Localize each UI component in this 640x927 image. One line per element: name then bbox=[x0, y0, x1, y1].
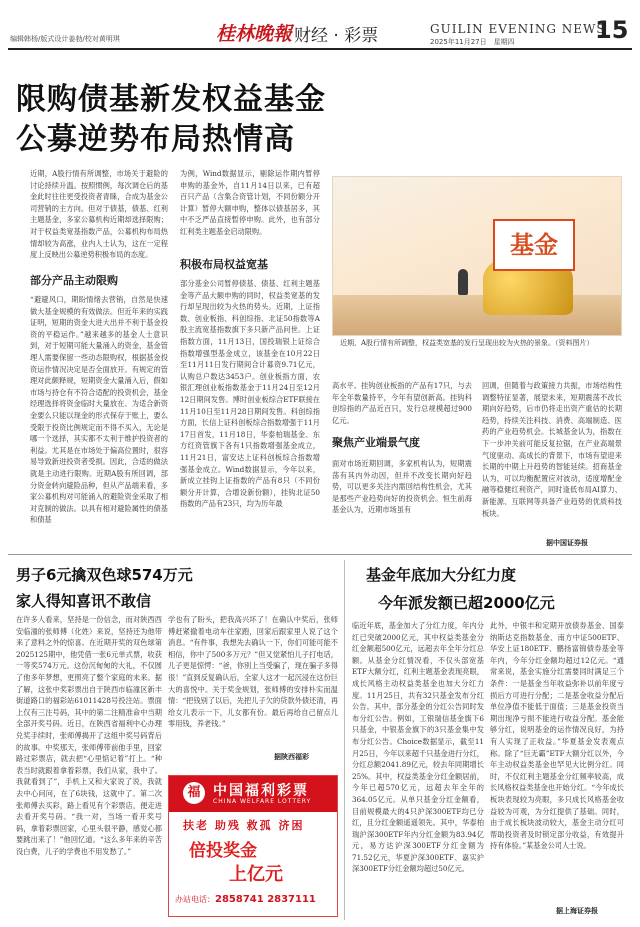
lottery-headline-line1: 男子6元擒双色球574万元 bbox=[16, 566, 193, 584]
ad-hotline-label: 办站电话： bbox=[175, 895, 215, 904]
editor-credits: 编辑韩杨/版式设计姜勃/校对黄明琪 bbox=[10, 35, 120, 43]
fund-col1-body: 临近年底，基金加大了分红力度，年内分红已突破2000亿元，其中权益类基金分红金额超500亿元，远超去年全年分红总额。从基金分红情况看，不仅头部宽基ETF大额分红，红利主题基金表现亮眼，成长风格主动权益类基金也加大分红力度。11月25日，共有32只基金发布分红公告。其中，部分基金的分红公告同时发布分红公告。例如，工银瑞信基金旗下6只基金，中银基金旗下的3只基金集中发布分红公告。Choice数据显示，截至11月25日，今年以来超千只基金进行分红，分红总额2041.89亿元，较去年同期增长25%。其中，权益类基金分红金额居前，今年已超570亿元，远超去年全年的364.05亿元。从单只基金分红金额看，目前规模最大的4只沪深300ETF均已分红，且分红金额遥遥领先。其中，华泰柏瑞沪深300ETF年内分红金额为83.94亿元，易方达沪深300ETF分红金额为71.52亿元，华夏沪深300ETF、嘉实沪深300ETF分红金额均超过50亿元。 bbox=[352, 621, 484, 874]
welfare-lottery-logo-icon: 福 bbox=[183, 782, 205, 804]
main-col2-top: 为例，Wind数据显示，剔除运作期内暂停申购的基金外，自11月14日以来，已有超百只产品（含集合资管计划，不同份额分开计算）暂停大额申购，整体以债基居多，其中不乏严品直接暂停申购。此外，也有部分红利类主题基金启动限购。 bbox=[180, 169, 320, 236]
photo-caption: 近期，A股行情有所调整，权益类宽基的发行呈现出较为火热的景象。（资料图片） bbox=[340, 339, 594, 347]
lottery-byline: 据陕西福彩 bbox=[274, 753, 309, 761]
main-byline: 据中国证券报 bbox=[546, 539, 588, 547]
main-headline-line2: 公募逆势布局热情高 bbox=[16, 122, 295, 157]
ad-banner bbox=[169, 776, 337, 812]
main-subhead-3: 聚焦产业端景气度 bbox=[332, 436, 420, 449]
ad-name-en: CHINA WELFARE LOTTERY bbox=[213, 798, 312, 805]
ad-amount: 上亿元 bbox=[229, 864, 283, 885]
fund-photo bbox=[332, 176, 622, 336]
main-col3-body: 高水平。挂钩创业板指的产品有17只，与去年全年数量持平，今年有望创新高。挂钩科创综指的产品近百只，发行总规模超过900亿元。 bbox=[332, 381, 472, 425]
main-col3-body2: 面对市场近期回调，多家机构认为，短期震荡有其内外动因，但并不改变长期向好趋势，可以更多关注内需回结构性机会，尤其是那些产业趋势向好的投资机会。恒生前海基金认为，近期市场虽有 bbox=[332, 459, 472, 515]
lottery-headline-line2: 家人得知喜讯不敢信 bbox=[16, 592, 152, 610]
lottery-col1-body: 在许多人看来，坚持是一份信念，而对陕西西安临潼的张师傅（化姓）来说，坚持还为他带来了意料之外的惊喜。在近期开奖的双色球第2025125期中，他凭借一张6元单式票，收获一等奖574万元。这份沉甸甸的大礼，不仅圆了他多年梦想，更照亮了整个家庭的未来。据了解，这张中奖彩票出自于陕西市临潼区新丰街道路口的福彩站61011428号投注站。票面上仅有三注号码，其中的第二注精准命中当期全部开奖号码。近日，在陕西省福利中心办理兑奖手续时，张师傅揭开了这组中奖号码背后的故事。中奖那天，张师傅带前他手里，回家路过彩票店，就去把“心里惦记着”打上。“种表当时就跟着拿着彩票，我们从家，我中了。我就看到了”，手机上又和大家说了说，我就去中心问问，在了6块钱，这就中了。第二次张师傅去买彩，路上看见有个彩票店，便走进去看开奖号码。“我一对，当场一看开奖号码，拿着彩票回家，心里头很平静，感觉心都要跳出来了！”他回忆道。“这么多年来的辛苦没白费，儿子的学费也不用发愁了。” bbox=[16, 615, 162, 856]
main-col1-body: “避避风口，期盼情绪去营销，自然是快速做大基金规模的有效做法。但近年来的实践证明，短期的资金大进大出并不利于基金投资的平稳运作。”越来越多的基金人士意识到，对于短期可能大量涌入的资金，基金管理人需要保留一些动态限购权，根据基金投资运作情况决定是否全面放开。有规定的管理对此颇释规，短期资金大量涌入后，假如市场与持仓有不符合适配的投资机会，基金经理选择将资金临时大量放在。为适合新资金要么只能以现金的形式保存于账上，要么受限于投资比例规定而不得不买入，无论是哪一个选择，其实都不太利于维护投资者的利益。尤其是在市场处于偏高位置时，很容易导致新进投资者受损。因此，合适的做法就是主动进行限购。近期A股有所回调，部分资金转向避险品种，但从产品端来看，多家公募机构对可能涌入的避险资金采取了相对克制的做法。以具有相对避险属性的债基和债基 bbox=[30, 295, 168, 525]
header-rule bbox=[8, 48, 632, 50]
issue-date: 2025年11月27日 星期四 bbox=[430, 38, 515, 46]
ad-hotline bbox=[175, 894, 316, 905]
businessman-figure-icon bbox=[458, 269, 468, 295]
column-divider bbox=[344, 560, 345, 920]
ad-name-cn: 中国福利彩票 bbox=[213, 783, 309, 799]
fund-headline-line2: 今年派发额已超2000亿元 bbox=[378, 594, 555, 612]
ad-hotline-number: 2858741 2837111 bbox=[215, 894, 316, 905]
section-divider bbox=[8, 554, 632, 555]
section-title: 财经 · 彩票 bbox=[294, 26, 379, 46]
fund-sign-icon: 基金 bbox=[493, 219, 575, 271]
newspaper-name-en: GUILIN EVENING NEWS bbox=[430, 22, 606, 36]
main-intro-paragraph: 近期，A股行情有所调整，市场关于避险的讨论持续升温。按照惯例，每次调仓后的基金此时往往更受投资者青睐，合成为基金公司营销的主方向。但对于债基，债基、红利主题基金，多家公募机构近期却选择限购；对于权益类宽基指数产品，公募机构布局热情却较为高涨，业内人士认为，这在一定程度上反映出公募逆势积极布局的态度。 bbox=[30, 169, 168, 260]
main-col4-body: 回调，但随着与政策接力共振，市场结构性调整特征显著，展望未来，短期震荡不改长期向好趋势，后市仍将走出资产重估的长期趋势，持续关注科技、消费、高端制造、医药的产业趋势机会。长城基金认为，指数在下一步冲关前可能反复拉锯，在产业高端景气度驱动、高成长的背景下，市场有望迎来长期的中期上升趋势的智能延续。招商基金认为，可以均衡配置应对波动，适度增配金融等稳健红利资产，同时逢低布局AI算力、新能源、互联网等具备产业趋势的优质科技板块。 bbox=[482, 381, 622, 518]
fund-headline-line1: 基金年底加大分红力度 bbox=[366, 566, 517, 584]
main-headline-line1: 限购债基新发权益基金 bbox=[16, 82, 326, 117]
page-number: 15 bbox=[595, 16, 629, 44]
photo-ground bbox=[333, 295, 621, 335]
newspaper-logo: 桂林晚報 bbox=[216, 23, 293, 45]
main-col2-body: 部分基金公司暂停债基、债基、红利主题基金等产品大额申购的同时，权益类宽基的发行却呈现出较为火热的势头。近期，上证指数、创业板指、科创综指、北证50指数等A股主流宽基指数旗下多只新产品问世。上证指数方面，11月13日，国投瑞银上证综合指数增强型基金成立，该基金在10月22日至11月11日发行期间合计募资9.71亿元，认购总户数达3453户。创业板指方面，农银汇理创业板指数基金于11月24日至12月12日期间发售。博时创业板综合ETF联接在11月10日至11月28日期间发售。科创综指方面，长信上证科创板综合指数增强于11月17日首发，11月18日，华泰柏瑞基金、东方红资管旗下各有1只指数增强基金成立，11月21日，富安达上证科创板综合指数增强基金成立。Wind数据显示，今年以来，新成立挂钩上证指数的产品有8只（不同份额分开计算，合增设新份额），挂钩北证50指数的产品有23只，均为历年最 bbox=[180, 279, 320, 509]
welfare-lottery-ad bbox=[168, 775, 338, 917]
main-subhead-1: 部分产品主动限购 bbox=[30, 274, 118, 287]
fund-col2-body: 此外，中银丰和定期开放债券基金、国泰纳斯达克指数基金、南方中证500ETF、华安上证180ETF、鹏扬富锦债券基金等年内，今年分红金额均超过12亿元。“通常来说，基金实施分红需要同时满足三个条件：一是基金当年收益弥补以前年度亏损后方可进行分配；二是基金收益分配后单位净值不能低于面值；三是基金投资当期出现净亏损不能进行收益分配。基金能够分红，说明基金的运作情况良好，为持有人实现了正收益。”华夏基金发表观点称。除了“巨无霸”ETF大额分红以外，今年主动权益类基金也罕见大比例分红。同时，不仅红利主题基金分红频率较高，成长风格权益类基金也开始分红。“今年成长板块表现较为亮眼，多只成长风格基金收益较为可观，为分红提供了基础。同时，由于成长板块波动较大，基金主动分红可帮助投资者及时锁定部分收益，有效提升持有体验。”某基金公司人士说。 bbox=[490, 621, 624, 851]
main-subhead-2: 积极布局权益宽基 bbox=[180, 258, 268, 271]
fund-byline: 据上海证券报 bbox=[556, 907, 598, 915]
ad-slogan: 扶老 助残 救孤 济困 bbox=[183, 819, 305, 832]
lottery-col2-body: 学也有了盼头，把我高兴坏了！在确认中奖后，张师傅赶紧撤着电动车往家跑，回家后跟家里人说了这个消息。“有件事，我想先去确认一下，你们可能可能不相信，你中了500多万元？”但又觉紧怕儿子打电话，儿子更是惊愕：“爸，你别上当受骗了，现在骗子多得很！”直到反复确认后，全家人这才一起沉浸在这份巨大的喜悦中。关于奖金规划，张师傅的安排朴实而温情：“把钱别了以后，先把儿子欠的贷款外债还清，再给女儿表示一下，儿女都有份。最后再给自己留点儿零用钱，养老钱。” bbox=[168, 615, 338, 729]
ad-promo: 倍投奖金 bbox=[189, 841, 257, 861]
